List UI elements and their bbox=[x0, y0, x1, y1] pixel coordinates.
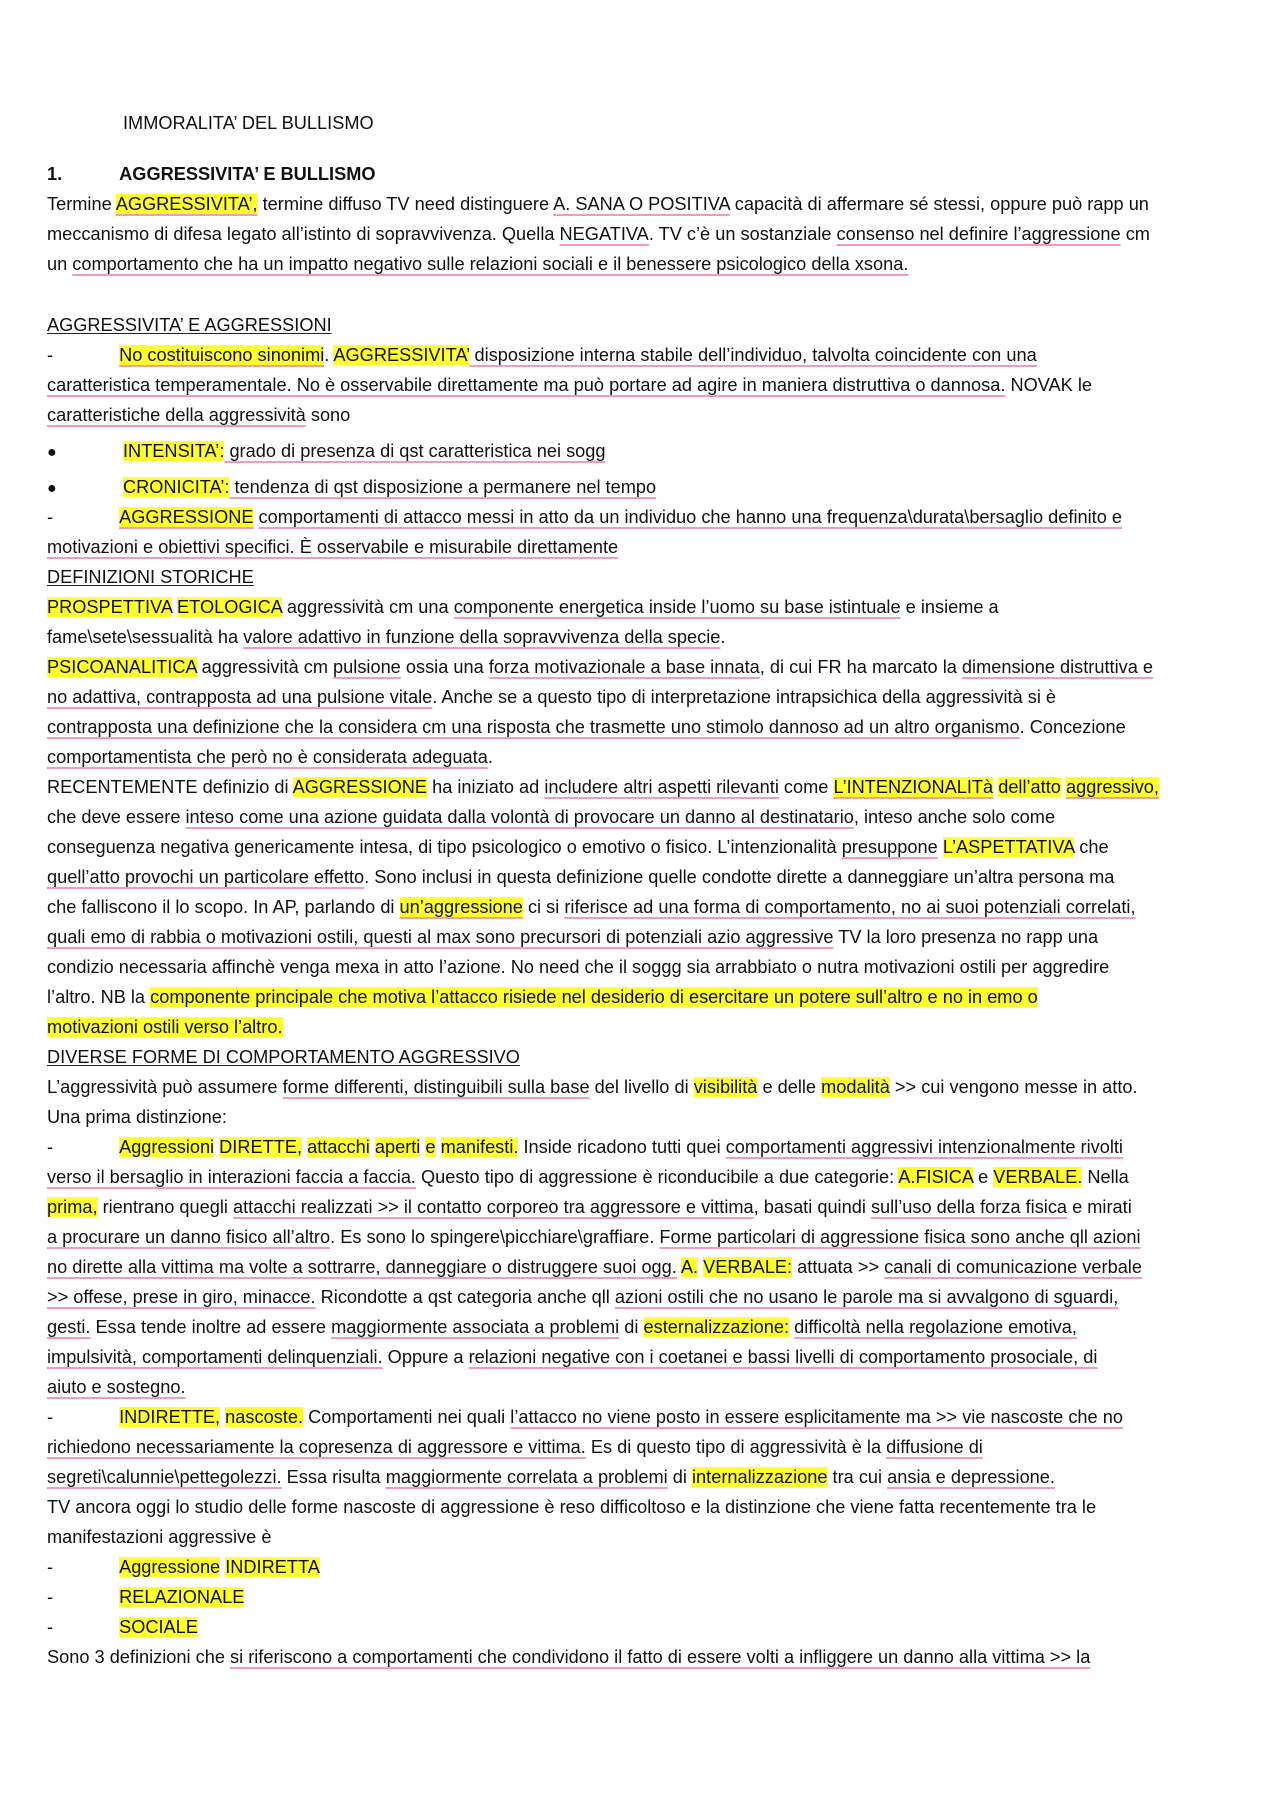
text-segment: no dirette alla vittima ma volte a sottrarre, danneggiare o distruggere suoi ogg. bbox=[47, 1257, 677, 1277]
text-segment: , di cui FR ha marcato la bbox=[759, 657, 962, 677]
text-line bbox=[47, 1167, 1129, 1188]
text-line bbox=[47, 1227, 1141, 1248]
text-line bbox=[47, 837, 1109, 858]
text-segment: A. SANA O POSITIVA bbox=[553, 194, 730, 214]
text-line bbox=[47, 1257, 1142, 1278]
highlighted-text: SOCIALE bbox=[119, 1617, 198, 1637]
text-segment: Sono 3 definizioni che bbox=[47, 1647, 231, 1667]
text-line bbox=[47, 405, 350, 426]
text-line bbox=[47, 687, 1056, 708]
text-segment: quali emo di rabbia o motivazioni ostili, questi al max sono precursori di potenziali azio aggressive bbox=[47, 927, 834, 947]
text-segment: comportamento che ha un impatto negativo sulle relazioni sociali e il benessere psicologico della xsona. bbox=[72, 254, 909, 274]
text-segment: attacchi realizzati >> il contatto corporeo tra aggressore e vittima bbox=[233, 1197, 754, 1217]
text-segment: meccanismo di difesa legato all’istinto di sopravvivenza. Quella bbox=[47, 224, 560, 244]
text-segment: e insieme a bbox=[900, 597, 999, 617]
text-line bbox=[47, 1557, 320, 1578]
text-segment: cm bbox=[1120, 224, 1150, 244]
text-segment: l’altro. NB la bbox=[47, 987, 151, 1007]
text-segment: grado di presenza di qst caratteristica nei sogg bbox=[224, 441, 606, 461]
highlighted-text: A. bbox=[680, 1257, 699, 1277]
text-segment: comportamentista che però no è considerata adeguata bbox=[47, 747, 488, 767]
text-line bbox=[47, 867, 1114, 888]
text-line bbox=[47, 777, 1159, 798]
text-segment: Termine bbox=[47, 194, 116, 214]
text-segment: - bbox=[47, 1137, 54, 1157]
text-segment: sull’uso della forza fisica bbox=[870, 1197, 1068, 1217]
text-segment: , basati quindi bbox=[753, 1197, 871, 1217]
text-segment: dimensione distruttiva e bbox=[961, 657, 1153, 677]
text-segment: ossia una bbox=[400, 657, 489, 677]
text-segment: presuppone bbox=[841, 837, 938, 857]
text-segment: . bbox=[720, 627, 726, 647]
text-segment: contrapposta una definizione che la considera cm una risposta che trasmette uno stimolo dannoso ad un altro organismo bbox=[47, 717, 1020, 737]
text-segment: diffusione di bbox=[886, 1437, 983, 1457]
text-segment: Questo tipo di aggressione è riconducibile a due categorie: bbox=[415, 1167, 899, 1187]
text-segment: Forme particolari di aggressione fisica sono anche qll azioni bbox=[659, 1227, 1141, 1247]
highlighted-text: aggressivo, bbox=[1065, 777, 1159, 797]
text-segment: aggressività cm una bbox=[281, 597, 454, 617]
highlighted-text: internalizzazione bbox=[692, 1467, 828, 1487]
highlighted-text: modalità bbox=[821, 1077, 890, 1097]
text-segment: maggiormente associata a problemi bbox=[331, 1317, 620, 1337]
text-segment: L’aggressività può assumere bbox=[47, 1077, 283, 1097]
text-segment: ansia e depressione. bbox=[887, 1467, 1055, 1487]
text-segment: Una prima distinzione: bbox=[47, 1107, 227, 1127]
highlighted-text: ETOLOGICA bbox=[177, 597, 282, 617]
highlighted-text: PSICOANALITICA bbox=[47, 657, 197, 677]
highlighted-text: No costituiscono sinonimi bbox=[119, 345, 325, 365]
text-line bbox=[47, 164, 376, 185]
text-line bbox=[47, 477, 656, 498]
text-segment: manifestazioni aggressive è bbox=[47, 1527, 272, 1547]
text-line bbox=[47, 927, 1098, 948]
highlighted-text: PROSPETTIVA bbox=[47, 597, 172, 617]
text-line bbox=[47, 194, 1149, 215]
text-line bbox=[47, 1017, 283, 1038]
text-segment: . TV c’è un sostanziale bbox=[648, 224, 837, 244]
highlighted-text: prima, bbox=[47, 1197, 98, 1217]
text-segment: capacità di affermare sé stessi, oppure può rapp un bbox=[729, 194, 1149, 214]
highlighted-text: e bbox=[425, 1137, 436, 1157]
text-segment: sono bbox=[305, 405, 351, 425]
text-segment: - bbox=[47, 507, 54, 527]
highlighted-text: INTENSITA’: bbox=[123, 441, 225, 461]
text-segment: aggressività cm bbox=[196, 657, 334, 677]
text-line bbox=[47, 1497, 1096, 1518]
highlighted-text: attacchi bbox=[307, 1137, 370, 1157]
text-segment: difficoltà nella regolazione emotiva, bbox=[794, 1317, 1077, 1337]
highlighted-text: motivazioni ostili verso l’altro. bbox=[47, 1017, 283, 1037]
text-segment: l’attacco no viene posto in essere esplicitamente ma >> vie nascoste che no bbox=[510, 1407, 1123, 1427]
text-line bbox=[47, 441, 606, 462]
text-segment: TV ancora oggi lo studio delle forme nascoste di aggressione è reso difficoltoso e la distinzione che viene fatta recentemente tra le bbox=[47, 1497, 1097, 1517]
text-line bbox=[47, 1467, 1055, 1488]
text-line bbox=[47, 1137, 1123, 1158]
text-line bbox=[47, 375, 1092, 396]
text-segment: ci si bbox=[522, 897, 565, 917]
text-segment: Essa tende inoltre ad essere bbox=[90, 1317, 332, 1337]
text-line bbox=[47, 254, 908, 275]
highlighted-text: un’aggressione bbox=[399, 897, 523, 917]
highlighted-text: CRONICITA’: bbox=[123, 477, 230, 497]
text-segment: Oppure a bbox=[382, 1347, 469, 1367]
text-segment: NEGATIVA bbox=[559, 224, 649, 244]
highlighted-text: VERBALE. bbox=[993, 1167, 1083, 1187]
text-line bbox=[47, 1587, 244, 1608]
text-segment: . Anche se a questo tipo di interpretazione intrapsichica della aggressività si è bbox=[432, 687, 1057, 707]
bullet-icon: ● bbox=[47, 480, 57, 497]
text-segment: - bbox=[47, 1407, 54, 1427]
text-segment: , inteso anche solo come bbox=[853, 807, 1056, 827]
text-segment: attuata >> bbox=[792, 1257, 885, 1277]
text-segment: che deve essere bbox=[47, 807, 186, 827]
highlighted-text: visibilità bbox=[693, 1077, 758, 1097]
highlighted-text: RELAZIONALE bbox=[119, 1587, 245, 1607]
text-line bbox=[47, 113, 374, 134]
text-segment: azioni ostili che no usano le parole ma si avvalgono di sguardi, bbox=[614, 1287, 1119, 1307]
highlighted-text: L’INTENZIONALITà bbox=[833, 777, 994, 797]
text-segment: come bbox=[778, 777, 834, 797]
text-segment: 1. bbox=[47, 164, 63, 184]
text-segment: di bbox=[619, 1317, 644, 1337]
text-segment: . bbox=[487, 747, 493, 767]
text-segment: quell’atto provochi un particolare effetto bbox=[47, 867, 365, 887]
text-segment: NOVAK le bbox=[1005, 375, 1092, 395]
highlighted-text: AGGRESSIONE bbox=[292, 777, 428, 797]
text-segment: consenso nel definire l’aggressione bbox=[836, 224, 1121, 244]
text-segment: >> offese, prese in giro, minacce. bbox=[47, 1287, 316, 1307]
text-segment: - bbox=[47, 1557, 54, 1577]
highlighted-text: aperti bbox=[374, 1137, 421, 1157]
highlighted-text: DIRETTE, bbox=[219, 1137, 303, 1157]
text-segment: Es di questo tipo di aggressività è la bbox=[585, 1437, 887, 1457]
text-line bbox=[47, 987, 1038, 1008]
text-segment: che falliscono il lo scopo. In AP, parlando di bbox=[47, 897, 400, 917]
text-segment: forza motivazionale a base innata bbox=[488, 657, 760, 677]
text-segment: >> cui vengono messe in atto. bbox=[889, 1077, 1138, 1097]
text-segment: condizio necessaria affinchè venga mexa in atto l’azione. No need che il soggg sia arrabbiato o nutra motivazioni ostili per aggredire bbox=[47, 957, 1110, 977]
text-line bbox=[47, 597, 999, 618]
text-line bbox=[47, 507, 1122, 528]
text-line bbox=[47, 1377, 186, 1398]
text-segment: no adattiva, contrapposta ad una pulsione vitale bbox=[47, 687, 433, 707]
highlighted-text: Aggressioni bbox=[119, 1137, 215, 1157]
text-segment: DEFINIZIONI STORICHE bbox=[47, 567, 254, 587]
text-line bbox=[47, 1197, 1132, 1218]
text-segment: RECENTEMENTE definizio di bbox=[47, 777, 293, 797]
text-segment: . Sono inclusi in questa definizione quelle condotte dirette a danneggiare un’altra persona ma bbox=[364, 867, 1115, 887]
text-line bbox=[47, 1617, 198, 1638]
text-segment: gesti. bbox=[47, 1317, 91, 1337]
text-segment: IMMORALITA’ DEL BULLISMO bbox=[123, 113, 374, 133]
text-line bbox=[47, 627, 725, 648]
text-line bbox=[47, 1347, 1097, 1368]
text-segment: aiuto e sostegno. bbox=[47, 1377, 186, 1397]
highlighted-text: AGGRESSIVITA’ bbox=[333, 345, 470, 365]
text-segment: - bbox=[47, 345, 54, 365]
text-segment: . Es sono lo spingere\picchiare\graffiare. bbox=[330, 1227, 660, 1247]
highlighted-text: nascoste. bbox=[225, 1407, 304, 1427]
text-line bbox=[47, 807, 1055, 828]
text-segment: . Concezione bbox=[1019, 717, 1126, 737]
highlighted-text: dell’atto bbox=[998, 777, 1061, 797]
text-line bbox=[47, 567, 254, 588]
highlighted-text: L’ASPETTATIVA bbox=[942, 837, 1075, 857]
text-segment: Essa risulta bbox=[281, 1467, 386, 1487]
text-segment: disposizione interna stabile dell’individuo, talvolta coincidente con una bbox=[469, 345, 1037, 365]
text-segment: fame\sete\sessualità ha bbox=[47, 627, 244, 647]
text-segment: Inside ricadono tutti quei bbox=[518, 1137, 726, 1157]
text-line bbox=[47, 537, 618, 558]
text-segment: DIVERSE FORME DI COMPORTAMENTO AGGRESSIVO bbox=[47, 1047, 520, 1067]
highlighted-text: INDIRETTA bbox=[225, 1557, 320, 1577]
text-line bbox=[47, 345, 1037, 366]
text-segment: AGGRESSIVITA’ E AGGRESSIONI bbox=[47, 315, 332, 335]
text-line bbox=[47, 315, 332, 336]
text-line bbox=[47, 657, 1153, 678]
text-segment: del livello di bbox=[589, 1077, 694, 1097]
text-segment: a procurare un danno fisico all’altro bbox=[47, 1227, 331, 1247]
text-segment: maggiormente correlata a problemi bbox=[385, 1467, 668, 1487]
text-line bbox=[47, 897, 1136, 918]
highlighted-text: A.FISICA bbox=[898, 1167, 974, 1187]
highlighted-text: Aggressione bbox=[119, 1557, 221, 1577]
text-line bbox=[47, 1107, 227, 1128]
text-segment: canali di comunicazione verbale bbox=[884, 1257, 1142, 1277]
text-segment: - bbox=[47, 1587, 54, 1607]
text-segment: No è osservabile direttamente ma può portare ad agire in maniera distruttiva o dannosa. bbox=[291, 375, 1006, 395]
highlighted-text: AGGRESSIVITA’, bbox=[115, 194, 258, 214]
text-line bbox=[47, 957, 1109, 978]
highlighted-text: componente principale che motiva l’attacco risiede nel desiderio di esercitare un potere sull’altro e no in emo o bbox=[150, 987, 1038, 1007]
text-segment: relazioni negative con i coetanei e bassi livelli di comportamento prosociale, di bbox=[468, 1347, 1098, 1367]
text-segment: tendenza di qst disposizione a permanere nel tempo bbox=[229, 477, 657, 497]
bullet-icon: ● bbox=[47, 444, 57, 461]
text-line bbox=[47, 1047, 520, 1068]
text-segment: verso il bersaglio in interazioni faccia a faccia. bbox=[47, 1167, 416, 1187]
text-segment: ha iniziato ad bbox=[427, 777, 545, 797]
highlighted-text: VERBALE: bbox=[703, 1257, 793, 1277]
text-segment: un bbox=[47, 254, 73, 274]
text-segment: Ricondotte a qst categoria anche qll bbox=[315, 1287, 615, 1307]
text-segment: si riferiscono a comportamenti che condividono il fatto di essere volti a infliggere un danno alla vittima >> la bbox=[230, 1647, 1091, 1667]
text-segment: - bbox=[47, 1617, 54, 1637]
text-line bbox=[47, 1077, 1138, 1098]
text-segment: caratteristiche della aggressività bbox=[47, 405, 306, 425]
text-line bbox=[47, 717, 1126, 738]
text-segment: e mirati bbox=[1067, 1197, 1132, 1217]
text-segment: valore adattivo in funzione della sopravvivenza della specie bbox=[243, 627, 721, 647]
text-segment: e bbox=[973, 1167, 994, 1187]
text-segment: riferisce ad una forma di comportamento, no ai suoi potenziali correlati, bbox=[564, 897, 1136, 917]
text-segment: segreti\calunnie\pettegolezzi. bbox=[47, 1467, 282, 1487]
text-segment: AGGRESSIVITA’ E BULLISMO bbox=[119, 164, 376, 184]
text-line bbox=[47, 747, 493, 768]
text-segment: inteso come una azione guidata dalla volontà di provocare un danno al destinatario bbox=[185, 807, 854, 827]
text-segment: motivazioni e obiettivi specifici. È osservabile e misurabile direttamente bbox=[47, 537, 619, 557]
text-segment: Nella bbox=[1082, 1167, 1129, 1187]
text-segment: rientrano quegli bbox=[97, 1197, 234, 1217]
text-segment: caratteristica temperamentale. bbox=[47, 375, 292, 395]
text-segment: forme differenti, distinguibili sulla base bbox=[282, 1077, 590, 1097]
highlighted-text: INDIRETTE, bbox=[119, 1407, 221, 1427]
text-segment: Comportamenti nei quali bbox=[303, 1407, 511, 1427]
text-segment: e delle bbox=[757, 1077, 822, 1097]
text-segment: di bbox=[667, 1467, 692, 1487]
highlighted-text: manifesti. bbox=[440, 1137, 519, 1157]
text-segment: impulsività, comportamenti delinquenziali. bbox=[47, 1347, 383, 1367]
text-line bbox=[47, 1407, 1123, 1428]
text-line bbox=[47, 1437, 983, 1458]
text-line bbox=[47, 1287, 1118, 1308]
text-line bbox=[47, 224, 1150, 245]
text-segment: termine diffuso TV need distinguere bbox=[257, 194, 554, 214]
text-segment: che bbox=[1074, 837, 1109, 857]
text-line bbox=[47, 1317, 1077, 1338]
text-segment bbox=[436, 1137, 441, 1157]
text-segment: richiedono necessariamente la copresenza di aggressore e vittima. bbox=[47, 1437, 586, 1457]
text-segment: conseguenza negativa genericamente intesa, di tipo psicologico o emotivo o fisico. L’intenzionalità bbox=[47, 837, 842, 857]
highlighted-text: AGGRESSIONE bbox=[119, 507, 254, 527]
text-segment: pulsione bbox=[333, 657, 401, 677]
text-line bbox=[47, 1527, 271, 1548]
text-segment: comportamenti di attacco messi in atto da un individuo che hanno una frequenza\durata\bersaglio definito e bbox=[258, 507, 1122, 527]
text-segment: componente energetica inside l’uomo su base istintuale bbox=[453, 597, 901, 617]
text-segment: tra cui bbox=[827, 1467, 888, 1487]
highlighted-text: esternalizzazione: bbox=[643, 1317, 790, 1337]
text-segment: . bbox=[324, 345, 334, 365]
text-line bbox=[47, 1647, 1090, 1668]
text-segment: includere altri aspetti rilevanti bbox=[544, 777, 779, 797]
text-segment: comportamenti aggressivi intenzionalmente rivolti bbox=[725, 1137, 1123, 1157]
text-segment: TV la loro presenza no rapp una bbox=[833, 927, 1099, 947]
